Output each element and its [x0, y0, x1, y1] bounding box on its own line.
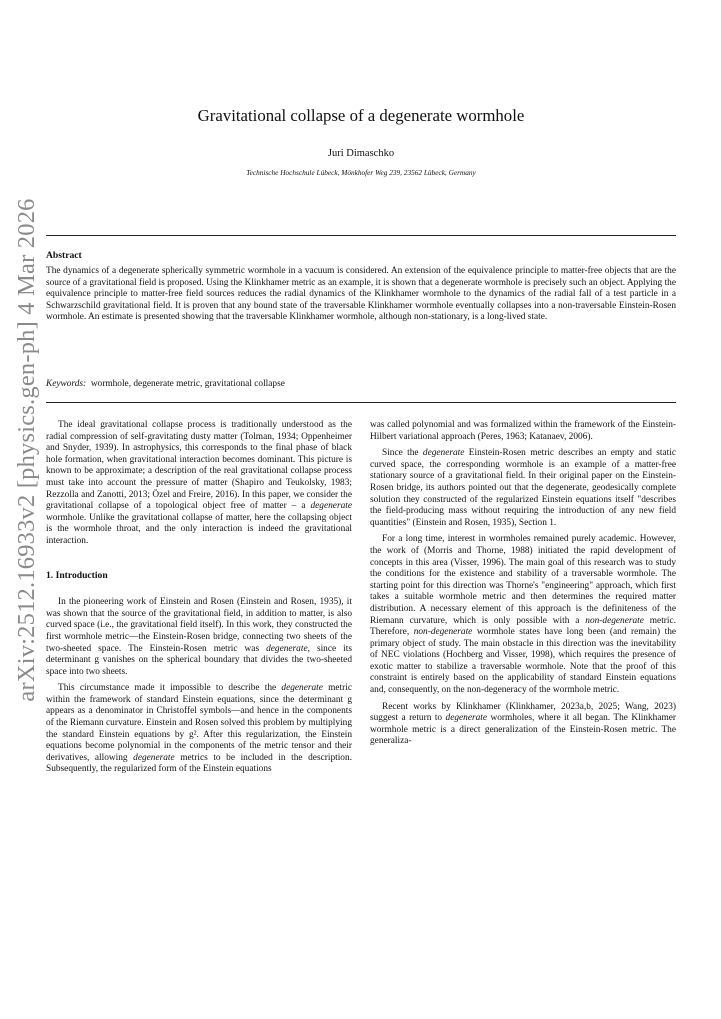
body-paragraph: For a long time, interest in wormholes remained purely academic. However, the work of (Morris and Thorne, 1988) initiated the rapid development of concepts in this area (Visser, 1996). The main goal of this research was to study the conditions for the existence and stability of a traversable wormhole. The starting point for this direction was Thorne's "engineering" approach, which first takes a suitable wormhole metric and then determines the required matter distribution. A necessary element of this approach is the definiteness of the Riemann curvature, which is only possible with a non-degenerate metric. Therefore, non-degenerate wormhole states have long been (and remain) the primary object of study. The main obstacle in this direction was the inevitability of NEC violations (Hochberg and Visser, 1998), which requires the presence of exotic matter to stabilize a traversable wormhole. Note that the proof of this constraint is entirely based on the applicability of standard Einstein equations and, consequently, on the non-degeneracy of the wormhole metric. [370, 534, 677, 696]
right-column [370, 420, 676, 748]
arxiv-identifier: arXiv:2512.16933v2 [physics.gen-ph] 4 Mar 2026 [13, 198, 40, 702]
body-paragraph: Since the degenerate Einstein-Rosen metric describes an empty and static curved space, the corresponding wormhole is an example of a matter-free stationary source of a gravitational field. In their original paper on the Einstein-Rosen bridge, its authors pointed out that the degenerate, geodesically complete solution they constructed of the regularized Einstein equations itself "describes the field-producing mass without requiring the introduction of any new field quantities" (Einstein and Rosen, 1935), Section 1. [370, 448, 676, 528]
section-heading-introduction: 1. Introduction [46, 569, 108, 581]
keywords-line [46, 379, 285, 389]
intro-paragraph: The ideal gravitational collapse process is traditionally understood as the radial compression of self-gravitating dusty matter (Tolman, 1934; Oppenheimer and Snyder, 1939). In astrophysics, this corresponds to the final phase of black hole formation, when gravitational interaction becomes dominant. This picture is known to be approximate; a description of the real gravitational collapse process must take into account the pressure of matter (Shapiro and Teukolsky, 1983; Rezzolla and Zanotti, 2013; Özel and Freire, 2016). In this paper, we consider the gravitational collapse of a topological object free of matter – a degenerate wormhole. Unlike the gravitational collapse of matter, here the collapsing object is the wormhole throat, and the only interaction is indeed the gravitational interaction. [46, 420, 352, 546]
abstract-text: The dynamics of a degenerate spherically symmetric wormhole in a vacuum is considered. An extension of the equivalence principle to matter-free objects that are the source of a gravitational field is proposed. Using the Klinkhamer metric as an example, it is shown that a degenerate wormhole is precisely such an object. Applying the equivalence principle to matter-free field sources reduces the radial dynamics of the Klinkhamer wormhole to the dynamics of the radial fall of a test particle in a Schwarzschild gravitational field. It is proven that any bound state of the traversable Klinkhamer wormhole eventually collapses into a non-traversable Einstein-Rosen wormhole. An estimate is presented showing that the traversable Klinkhamer wormhole, although non-stationary, is a long-lived state. [46, 266, 676, 322]
paper-title: Gravitational collapse of a degenerate wormhole [197, 106, 525, 125]
body-paragraph: was called polynomial and was formalized within the framework of the Einstein-Hilbert variational approach (Peres, 1963; Katanaev, 2006). [370, 420, 676, 442]
author-name: Juri Dimaschko [327, 148, 395, 159]
body-paragraph: This circumstance made it impossible to describe the degenerate metric within the framework of standard Einstein equations, since the determinant g appears as a denominator in Christoffel symbols—and hence in the components of the Riemann curvature. Einstein and Rosen solved this problem by multiplying the standard Einstein equations by g². After this regularization, the Einstein equations become polynomial in the components of the metric tensor and their derivatives, allowing degenerate metrics to be included in the description. Subsequently, the regularized form of the Einstein equations [46, 683, 352, 775]
keywords-label: Keywords: [46, 379, 87, 389]
left-column [46, 420, 352, 776]
author-affiliation: Technische Hochschule Lübeck, Mönkhofer Weg 239, 23562 Lübeck, Germany [246, 168, 476, 177]
abstract-bottom-rule [46, 402, 676, 403]
abstract-top-rule [46, 235, 676, 236]
keywords-list: wormhole, degenerate metric, gravitational collapse [90, 379, 285, 389]
abstract-heading: Abstract [46, 250, 82, 261]
arxiv-sidebar-stamp [8, 198, 46, 702]
body-paragraph: In the pioneering work of Einstein and Rosen (Einstein and Rosen, 1935), it was shown that the source of the gravitational field, in addition to matter, is also curved space (i.e., the gravitational field itself). In this work, they constructed the first wormhole metric—the Einstein-Rosen bridge, connecting two sheets of the two-sheeted space. The Einstein-Rosen metric was degenerate, since its determinant g vanishes on the spherical boundary that divides the two-sheeted space into two sheets. [46, 597, 352, 677]
body-paragraph: Recent works by Klinkhamer (Klinkhamer, 2023a,b, 2025; Wang, 2023) suggest a return to degenerate wormholes, where it all began. The Klinkhamer wormhole metric is a direct generalization of the Einstein-Rosen metric. The generaliza- [370, 701, 676, 747]
